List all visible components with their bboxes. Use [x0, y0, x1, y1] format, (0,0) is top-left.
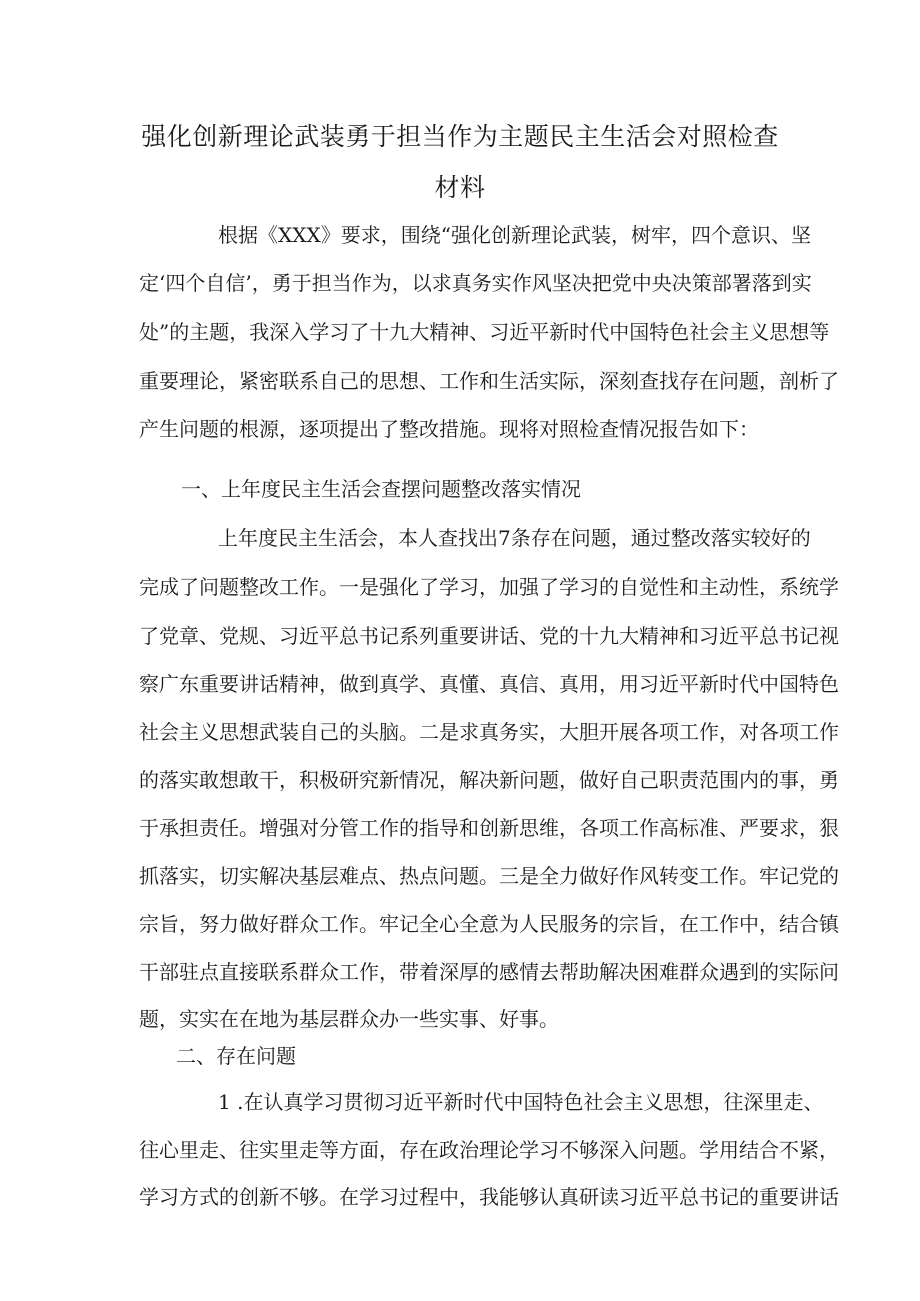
- section-1-body-line: 的落实敢想敢干，积极研究新情况，解决新问题，做好自己职责范围内的事，勇: [139, 768, 839, 792]
- section-1-body-line: 于承担责任。增强对分管工作的指导和创新思维，各项工作高标准、严要求，狠: [139, 816, 839, 840]
- document-title-line-2: 材料: [434, 173, 486, 202]
- section-1-body-line: 察广东重要讲话精神，做到真学、真懂、真信、真用，用习近平新时代中国特色: [139, 672, 839, 696]
- section-1-body-line: 抓落实，切实解决基层难点、热点问题。三是全力做好作风转变工作。牢记党的: [139, 864, 839, 888]
- intro-paragraph-line: 产生问题的根源，逐项提出了整改措施。现将对照检查情况报告如下：: [139, 417, 759, 441]
- section-2-body-line: 1 .在认真学习贯彻习近平新时代中国特色社会主义思想，往深里走、: [218, 1090, 824, 1114]
- section-1-body-line: 宗旨，努力做好群众工作。牢记全心全意为人民服务的宗旨，在工作中，结合镇: [139, 912, 839, 936]
- section-1-body-line: 完成了问题整改工作。一是强化了学习，加强了学习的自觉性和主动性，系统学: [139, 575, 839, 599]
- section-1-body-line: 干部驻点直接联系群众工作，带着深厚的感情去帮助解决困难群众遇到的实际问: [139, 960, 839, 984]
- section-1-body-line: 上年度民主生活会，本人查找出7条存在问题，通过整改落实较好的: [218, 526, 811, 550]
- intro-paragraph-line: 重要理论，紧密联系自己的思想、工作和生活实际，深刻查找存在问题，剖析了: [139, 369, 839, 393]
- section-1-body-line: 社会主义思想武装自己的头脑。二是求真务实，大胆开展各项工作，对各项工作: [139, 720, 839, 744]
- section-2-body-line: 学习方式的创新不够。在学习过程中，我能够认真研读习近平总书记的重要讲话: [139, 1185, 839, 1209]
- section-1-heading: 一、上年度民主生活会查摆问题整改落实情况: [181, 477, 581, 501]
- intro-paragraph-line: 根据《XXX》要求，围绕“强化创新理论武装，树牢，四个意识、坚: [218, 223, 811, 247]
- section-1-body-line: 题，实实在在地为基层群众办一些实事、好事。: [139, 1007, 559, 1031]
- document-title-line-1: 强化创新理论武装勇于担当作为主题民主生活会对照检查: [141, 122, 779, 151]
- section-2-body-line: 往心里走、往实里走等方面，存在政治理论学习不够深入问题。学用结合不紧，: [139, 1138, 839, 1162]
- section-1-body-line: 了党章、党规、习近平总书记系列重要讲话、党的十九大精神和习近平总书记视: [139, 624, 839, 648]
- section-2-heading: 二、存在问题: [176, 1044, 296, 1068]
- intro-paragraph-line: 定‘四个自信’，勇于担当作为，以求真务实作风坚决把党中央决策部署落到实: [139, 271, 812, 295]
- intro-paragraph-line: 处”的主题，我深入学习了十九大精神、习近平新时代中国特色社会主义思想等: [139, 320, 830, 344]
